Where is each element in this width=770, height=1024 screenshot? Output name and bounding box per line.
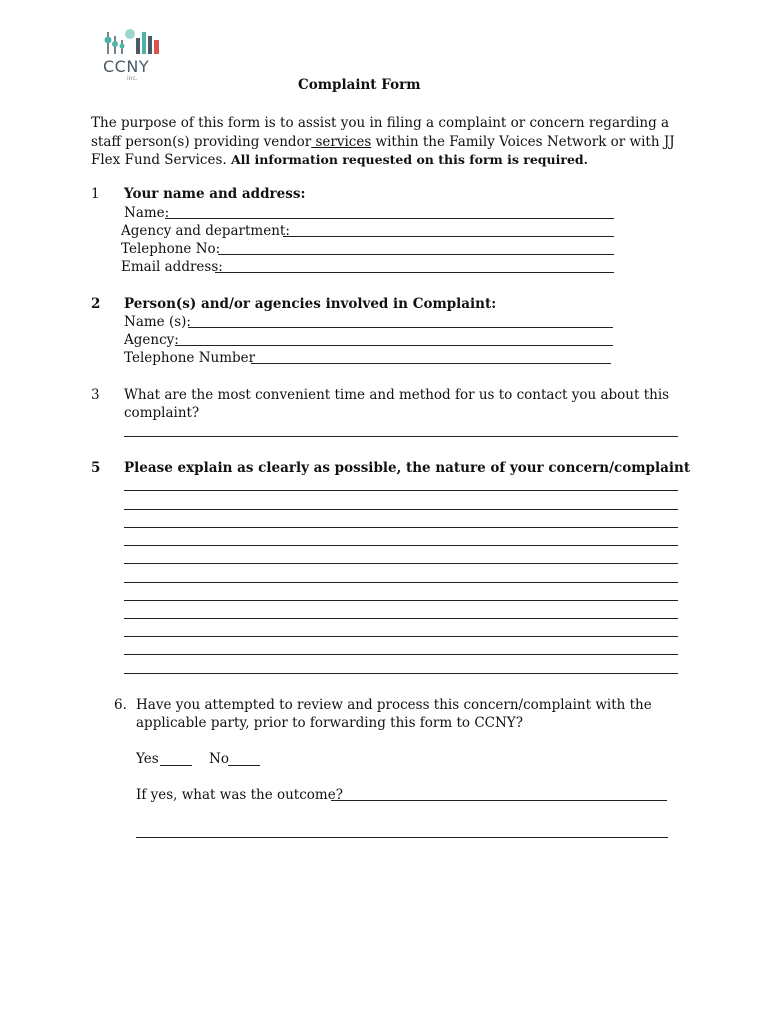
intro-text-2: within the Family Voices Network or with JJ Flex Fund Services.: [91, 133, 675, 168]
explanation-line-8[interactable]: [124, 618, 678, 619]
section1-heading: Your name and address:: [124, 186, 306, 202]
logo-suffix: inc.: [127, 75, 138, 82]
section5-number: 5: [91, 460, 101, 476]
yes-label: Yes: [136, 751, 159, 767]
email-input-line[interactable]: [215, 272, 614, 273]
explanation-line-2[interactable]: [124, 509, 678, 510]
section3-number: 3: [91, 387, 100, 403]
section6-question-line2: applicable party, prior to forwarding this form to CCNY?: [136, 715, 523, 731]
explanation-line-6[interactable]: [124, 582, 678, 583]
section1-number: 1: [91, 186, 100, 202]
field-label-agency-department: Agency and department:: [121, 223, 290, 239]
section5-heading: Please explain as clearly as possible, the nature of your concern/complaint: [124, 460, 691, 476]
no-label: No: [209, 751, 229, 767]
intro-services: services: [311, 133, 372, 150]
section3-question-line2: complaint?: [124, 405, 200, 421]
no-input-line[interactable]: [228, 765, 260, 766]
explanation-line-10[interactable]: [124, 654, 678, 655]
logo-text: CCNY: [103, 57, 150, 76]
persons-telephone-input-line[interactable]: [251, 363, 611, 364]
intro-paragraph: [91, 114, 691, 170]
explanation-line-7[interactable]: [124, 600, 678, 601]
section2-heading: Person(s) and/or agencies involved in Complaint:: [124, 296, 497, 312]
section6-question-line1: Have you attempted to review and process this concern/complaint with the: [136, 697, 652, 713]
persons-agency-input-line[interactable]: [175, 345, 613, 346]
section6-number: 6.: [114, 697, 127, 713]
outcome-input-line-2[interactable]: [136, 837, 668, 838]
explanation-line-4[interactable]: [124, 545, 678, 546]
explanation-line-11[interactable]: [124, 673, 678, 674]
form-title: Complaint Form: [298, 77, 421, 93]
field-label-email: Email address:: [121, 259, 223, 275]
persons-name-input-line[interactable]: [188, 327, 613, 328]
outcome-input-line-1[interactable]: [331, 800, 667, 801]
field-label-name: Name:: [124, 205, 170, 221]
field-label-persons-agency: Agency:: [124, 332, 179, 348]
explanation-line-9[interactable]: [124, 636, 678, 637]
intro-text-1: The purpose of this form is to assist you in filing a complaint or concern regarding a staff person(s) providing vendor: [91, 115, 670, 150]
yes-input-line[interactable]: [160, 765, 192, 766]
field-label-telephone: Telephone No:: [121, 241, 221, 257]
contact-method-input-line[interactable]: [124, 436, 678, 437]
explanation-line-5[interactable]: [124, 563, 678, 564]
agency-department-input-line[interactable]: [283, 236, 614, 237]
section2-number: 2: [91, 296, 101, 312]
telephone-input-line[interactable]: [218, 254, 614, 255]
outcome-label: If yes, what was the outcome?: [136, 787, 343, 803]
explanation-line-1[interactable]: [124, 490, 678, 491]
name-input-line[interactable]: [165, 218, 614, 219]
intro-required: All information requested on this form is required.: [230, 152, 588, 167]
field-label-persons-telephone: Telephone Number: [124, 350, 256, 366]
section3-question-line1: What are the most convenient time and method for us to contact you about this: [124, 387, 670, 403]
explanation-line-3[interactable]: [124, 527, 678, 528]
field-label-persons-name: Name (s):: [124, 314, 191, 330]
